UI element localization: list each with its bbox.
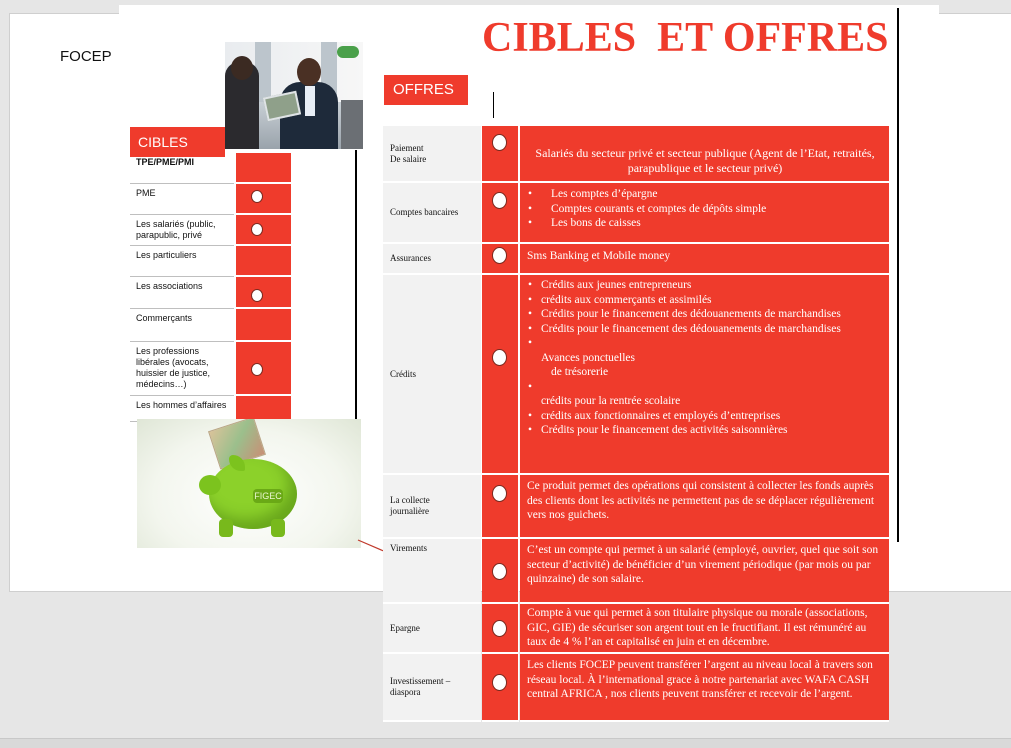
business-meeting-photo	[225, 42, 363, 149]
offre-radio[interactable]	[492, 349, 507, 366]
cible-row	[130, 342, 292, 396]
offre-label: Epargne	[383, 604, 481, 654]
cible-row	[130, 215, 292, 246]
offre-description	[520, 183, 889, 244]
offre-label: Crédits	[383, 275, 481, 475]
cible-label: Les associations	[130, 277, 234, 309]
brand-text: FOCEP	[60, 48, 112, 65]
offre-description: Ce produit permet des opérations qui consistent à collecter les fonds auprès des clients dont les activités ne permettent pas de se déplacer régulièrement vers nos guichets.	[520, 475, 889, 539]
offre-row-assurances	[383, 244, 889, 275]
offre-row-virements	[383, 539, 889, 604]
offre-row-credits	[383, 275, 889, 475]
piggy-bank-label: FIGEC	[254, 491, 282, 501]
cible-row	[130, 184, 292, 215]
offre-radio[interactable]	[492, 674, 507, 691]
photo-logo-icon	[337, 46, 359, 58]
cible-cell	[236, 309, 291, 342]
cible-label: Les salariés (public, parapublic, privé	[130, 215, 234, 246]
divider-line-left	[355, 150, 357, 420]
offre-description: Salariés du secteur privé et secteur publique (Agent de l’Etat, retraités, parapublique et le secteur privé)	[520, 126, 889, 183]
credits-avances-line1: Avances ponctuelles	[541, 351, 635, 364]
cibles-header: CIBLES	[130, 127, 225, 157]
list-item	[527, 380, 883, 395]
cible-cell	[236, 215, 291, 246]
cible-row	[130, 246, 292, 277]
offre-radio[interactable]	[492, 247, 507, 264]
offre-check-cell	[482, 183, 519, 244]
offre-label: La collecte journalière	[383, 475, 481, 539]
offre-radio[interactable]	[492, 192, 507, 209]
offre-check-cell	[482, 244, 519, 275]
offre-check-cell	[482, 126, 519, 183]
offre-label: Paiement De salaire	[383, 126, 481, 183]
cible-radio[interactable]	[251, 223, 263, 236]
offre-row-epargne	[383, 604, 889, 654]
offre-check-cell	[482, 475, 519, 539]
offre-check-cell	[482, 539, 519, 604]
offre-check-cell	[482, 275, 519, 475]
cible-row	[130, 153, 292, 184]
cible-label: Commerçants	[130, 309, 234, 342]
offre-description: Sms Banking et Mobile money	[520, 244, 889, 275]
offre-row-comptes	[383, 183, 889, 244]
offre-row-paiement	[383, 126, 889, 183]
cible-cell	[236, 342, 291, 396]
cible-label: TPE/PME/PMI	[130, 153, 234, 184]
slide-title: CIBLES ET OFFRES	[482, 15, 889, 61]
offre-check-cell	[482, 604, 519, 654]
list-item: • Crédits pour le financement des dédouanements de marchandises	[527, 307, 883, 322]
cible-label: Les particuliers	[130, 246, 234, 277]
cible-radio[interactable]	[251, 190, 263, 203]
offre-radio[interactable]	[492, 134, 507, 151]
cible-row	[130, 309, 292, 342]
offre-label: Assurances	[383, 244, 481, 275]
list-item	[527, 336, 883, 351]
offre-radio[interactable]	[492, 563, 507, 580]
credits-rentree: crédits pour la rentrée scolaire	[541, 395, 681, 407]
cible-row	[130, 277, 292, 309]
offre-label: Comptes bancaires	[383, 183, 481, 244]
cible-label: Les professions libérales (avocats, huissier de justice, médecins…)	[130, 342, 234, 396]
list-item: • Les bons de caisses	[527, 216, 883, 231]
divider-line-top	[493, 92, 494, 118]
offre-label: Virements	[383, 539, 481, 604]
offre-description: C’est un compte qui permet à un salarié (employé, ouvrier, quel que soit son secteur d’activité) de bénéficier d’un virement périodique (par mois ou par quinzaine) de son salaire.	[520, 539, 889, 604]
credits-avances-line2: de trésorerie	[551, 366, 609, 378]
cible-cell	[236, 277, 291, 309]
offre-label: Investissement – diaspora	[383, 654, 481, 722]
cible-cell	[236, 246, 291, 277]
offre-radio[interactable]	[492, 485, 507, 502]
offres-header: OFFRES	[384, 75, 468, 105]
divider-line-right	[897, 8, 899, 542]
offre-row-collecte	[383, 475, 889, 539]
cible-radio[interactable]	[251, 363, 263, 376]
list-item: • Crédits aux jeunes entrepreneurs	[527, 278, 883, 293]
offre-radio[interactable]	[492, 620, 507, 637]
offre-row-investissement	[383, 654, 889, 722]
piggy-bank-image	[137, 419, 361, 548]
cible-radio[interactable]	[251, 289, 263, 302]
cible-label: PME	[130, 184, 234, 215]
offre-description	[520, 275, 889, 475]
list-item: • crédits aux commerçants et assimilés	[527, 293, 883, 308]
list-item: • Les comptes d’épargne	[527, 187, 883, 202]
offre-description: Compte à vue qui permet à son titulaire physique ou morale (associations, GIC, GIE) de sécuriser son argent tout en le fructifiant. Il est rémunéré au taux de 4 % l’an et capitalisé en juin et en décembre.	[520, 604, 889, 654]
offre-check-cell	[482, 654, 519, 722]
cible-label: Les hommes d’affaires	[130, 396, 234, 422]
list-item: • Crédits pour le financement des dédouanements de marchandises	[527, 322, 883, 337]
list-item: • Comptes courants et comptes de dépôts simple	[527, 202, 883, 217]
cible-cell	[236, 184, 291, 215]
list-item: • crédits aux fonctionnaires et employés d’entreprises	[527, 409, 883, 424]
list-item: • Crédits pour le financement des activités saisonnières	[527, 423, 883, 438]
offre-description: Les clients FOCEP peuvent transférer l’argent au niveau local à travers son réseau local. À l’international grace à notre partenariat avec WAFA CASH central AFRICA , nos clients peuvent transférer et recevoir de l’argent.	[520, 654, 889, 722]
cible-cell	[236, 153, 291, 184]
